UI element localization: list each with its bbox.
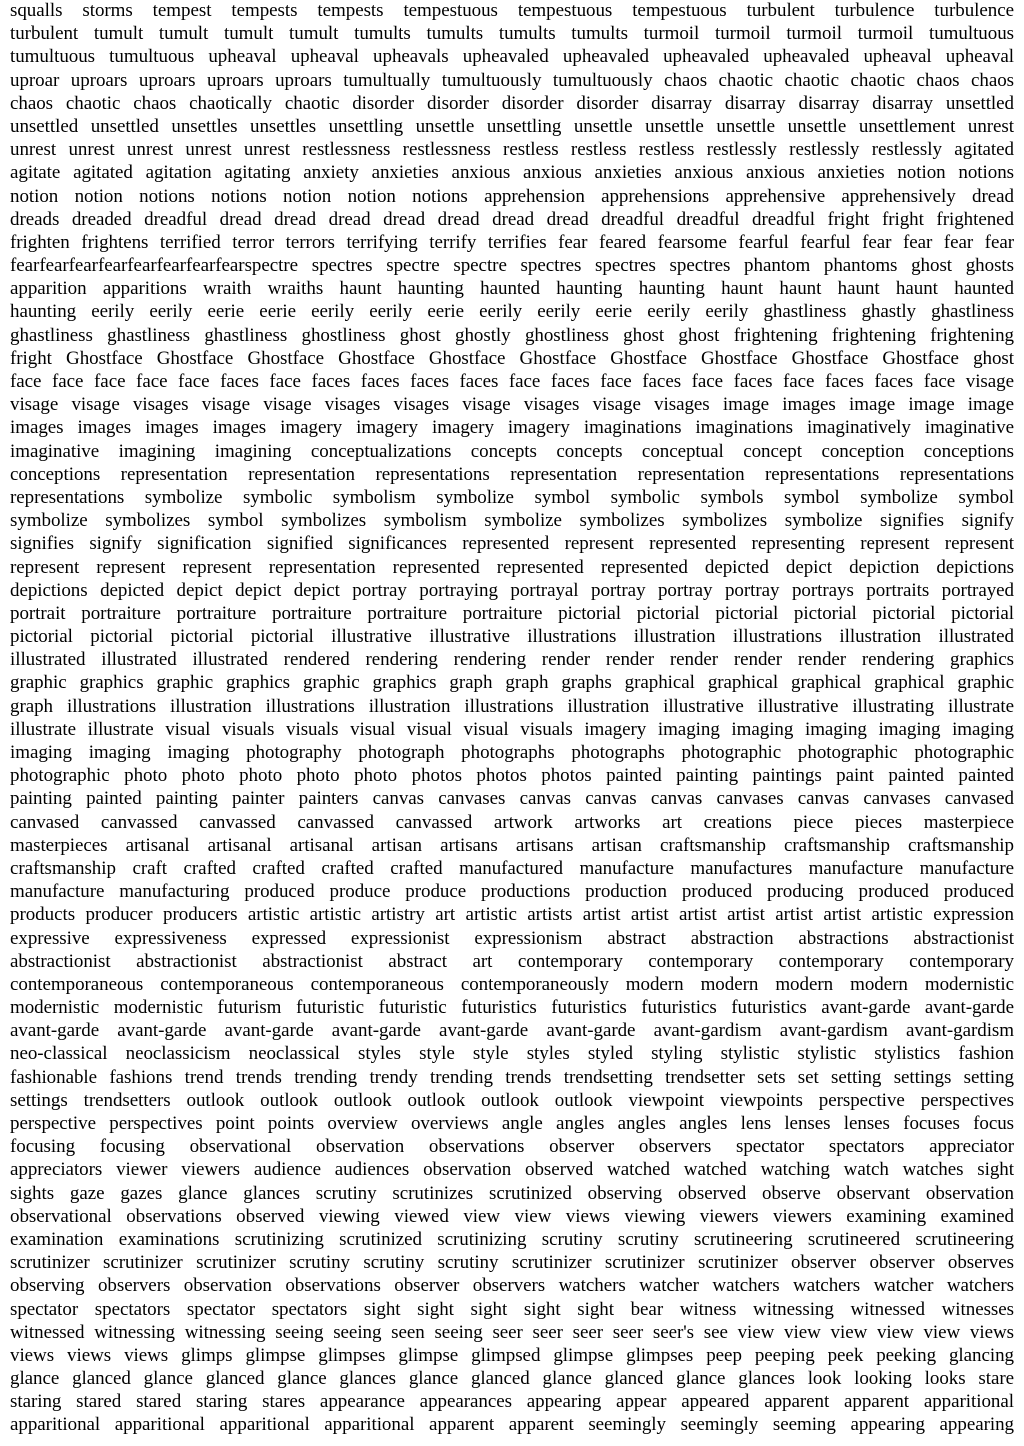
text-line: spectator spectators spectator spectators sight sight sight sight sight bear witness witnessing witnessed witnesses [10,1298,1014,1320]
text-line: examination examinations scrutinizing scrutinized scrutinizing scrutiny scrutiny scrutineering scrutineered scrutineering [10,1228,1014,1250]
text-line: dreads dreaded dreadful dread dread dread dread dread dread dread dreadful dreadful dreadful fright fright frightened [10,208,1014,230]
text-line: focusing focusing observational observation observations observer observers spectator spectators appreciator [10,1136,1014,1158]
text-line: perspective perspectives point points overview overviews angle angles angles angles lens lenses lenses focuses focus [10,1113,1014,1134]
text-line: observing observers observation observations observer observers watchers watcher watchers watchers watcher watchers [10,1275,1014,1297]
text-line: fearfearfearfearfearfearfearfearspectre spectres spectre spectre spectres spectres spectres phantom phantoms ghost ghosts [10,255,1014,277]
text-line: turbulent tumult tumult tumult tumult tumults tumults tumults tumults turmoil turmoil turmoil turmoil tumultuous [10,23,1014,45]
text-line: products producer producers artistic artistic artistry art artistic artists artist artist artist artist artist artist artistic expression [10,904,1014,926]
text-line: settings trendsetters outlook outlook outlook outlook outlook outlook viewpoint viewpoints perspective perspectives [10,1089,1014,1111]
text-line: craftsmanship craft crafted crafted crafted crafted manufactured manufacture manufactures manufacture manufacture [10,857,1014,879]
text-line: portrait portraiture portraiture portraiture portraiture portraiture pictorial pictorial pictorial pictorial pictorial pictorial [10,602,1014,624]
text-line: imaginative imagining imagining conceptualizations concepts concepts conceptual concept conception conceptions [10,440,1014,462]
text-line: canvased canvassed canvassed canvassed canvassed artwork artworks art creations piece pieces masterpiece [10,811,1014,833]
text-line: abstractionist abstractionist abstractionist abstract art contemporary contemporary contemporary contemporary [10,950,1014,972]
text-line: graph illustrations illustration illustrations illustration illustrations illustration illustrative illustrative illustrating illustrate [10,695,1014,717]
text-line: agitate agitated agitation agitating anxiety anxieties anxious anxious anxieties anxious anxious anxieties notion notions [10,162,1014,184]
text-line: chaos chaotic chaos chaotically chaotic disorder disorder disorder disorder disarray disarray disarray disarray unsettled [10,92,1014,114]
text-line: images images images images imagery imagery imagery imagery imaginations imaginations imaginatively imaginative [10,417,1014,439]
text-line: squalls storms tempest tempests tempests tempestuous tempestuous tempestuous turbulent turbulence turbulence [10,0,1014,21]
text-line: graphic graphics graphic graphics graphic graphics graph graph graphs graphical graphical graphical graphical graphic [10,672,1014,694]
text-line: notion notion notions notions notion notion notions apprehension apprehensions apprehensive apprehensively dread [10,185,1014,207]
text-line: manufacture manufacturing produced produce produce productions production produced producing produced produced [10,881,1014,903]
text-line: sights gaze gazes glance glances scrutiny scrutinizes scrutinized observing observed observe observant observation [10,1182,1014,1204]
text-line: depictions depicted depict depict depict portray portraying portrayal portray portray portray portrays portraits portrayed [10,579,1014,601]
text-line: uproar uproars uproars uproars uproars tumultually tumultuously tumultuously chaos chaotic chaotic chaotic chaos chaos [10,69,1014,91]
text-line: face face face face face faces face faces faces faces faces face faces face faces face faces face faces faces face visage [10,371,1014,392]
text-line: illustrated illustrated illustrated rendered rendering rendering render render render render render rendering graphics [10,649,1014,671]
text-line: pictorial pictorial pictorial pictorial illustrative illustrative illustrations illustration illustrations illustration illustrated [10,626,1014,648]
text-line: glance glanced glance glanced glance glances glance glanced glance glanced glance glances look looking looks stare [10,1368,1014,1390]
text-line: observational observations observed viewing viewed view view views viewing viewers viewers examining examined [10,1205,1014,1227]
text-line: imaging imaging imaging photography photograph photographs photographs photographic photographic photographic [10,742,1014,763]
text-line: fright Ghostface Ghostface Ghostface Ghostface Ghostface Ghostface Ghostface Ghostface Ghostface Ghostface ghost [10,347,1014,369]
text-line: views views views glimps glimpse glimpses glimpse glimpsed glimpse glimpses peep peeping peek peeking glancing [10,1344,1014,1366]
text-line: witnessed witnessing witnessing seeing seeing seen seeing seer seer seer seer seer's see view view view view view views [10,1321,1014,1343]
text-line: expressive expressiveness expressed expressionist expressionism abstract abstraction abstractions abstractionist [10,927,1014,949]
text-line: symbolize symbolizes symbol symbolizes symbolism symbolize symbolizes symbolizes symbolize signifies signify [10,510,1014,532]
text-line: visage visage visages visage visage visages visages visage visages visage visages image images image image image [10,394,1014,416]
text-line: staring stared stared staring stares appearance appearances appearing appear appeared apparent apparent apparitional [10,1391,1014,1413]
text-line: painting painted painting painter painters canvas canvases canvas canvas canvas canvases canvas canvases canvased [10,788,1014,810]
text-line: representations symbolize symbolic symbolism symbolize symbol symbolic symbols symbol symbolize symbol [10,486,1014,508]
text-line: scrutinizer scrutinizer scrutinizer scrutiny scrutiny scrutiny scrutinizer scrutinizer scrutinizer observer observer observes [10,1252,1014,1274]
text-line: haunting eerily eerily eerie eerie eerily eerily eerie eerily eerily eerie eerily eerily ghastliness ghastly ghastliness [10,301,1014,323]
text-line: avant-garde avant-garde avant-garde avant-garde avant-garde avant-garde avant-gardism avant-gardism avant-gardism [10,1020,1014,1042]
text-line: illustrate illustrate visual visuals visuals visual visual visual visuals imagery imaging imaging imaging imaging imaging [10,718,1014,740]
text-line: ghastliness ghastliness ghastliness ghostliness ghost ghostly ghostliness ghost ghost frightening frightening frightening [10,324,1014,346]
text-line: appreciators viewer viewers audience audiences observation observed watched watched watching watch watches sight [10,1159,1014,1181]
text-line: conceptions representation representation representations representation representation representations representations [10,463,1014,485]
text-line: apparitional apparitional apparitional apparitional apparent apparent seemingly seemingly seeming appearing appearing [10,1414,1014,1436]
text-line: frighten frightens terrified terror terrors terrifying terrify terrifies fear feared fearsome fearful fearful fear fear fear fear [10,231,1014,253]
text-line: modernistic modernistic futurism futuristic futuristic futuristics futuristics futuristics futuristics avant-garde avant-garde [10,997,1014,1019]
text-line: represent represent represent representation represented represented represented depicted depict depiction depictions [10,556,1014,578]
text-line: photographic photo photo photo photo photo photos photos photos painted painting paintings paint painted painted [10,765,1014,787]
text-line: unsettled unsettled unsettles unsettles unsettling unsettle unsettling unsettle unsettle unsettle unsettle unsettlement unrest [10,115,1014,137]
text-line: unrest unrest unrest unrest unrest restlessness restlessness restless restless restless restlessly restlessly restlessly agitated [10,139,1014,161]
text-line: masterpieces artisanal artisanal artisanal artisan artisans artisans artisan craftsmanship craftsmanship craftsmanship [10,834,1014,856]
text-line: fashionable fashions trend trends trending trendy trending trends trendsetting trendsetter sets set setting settings setting [10,1066,1014,1088]
text-line: contemporaneous contemporaneous contemporaneous contemporaneously modern modern modern modern modernistic [10,973,1014,995]
text-line: signifies signify signification signified significances represented represent represented representing represent represent [10,533,1014,555]
text-line: neo-classical neoclassicism neoclassical styles style style styles styled styling stylistic stylistic stylistics fashion [10,1043,1014,1065]
text-line: apparition apparitions wraith wraiths haunt haunting haunted haunting haunting haunt haunt haunt haunt haunted [10,278,1014,300]
text-line: tumultuous tumultuous upheaval upheaval upheavals upheavaled upheavaled upheavaled upheavaled upheaval upheaval [10,46,1014,68]
